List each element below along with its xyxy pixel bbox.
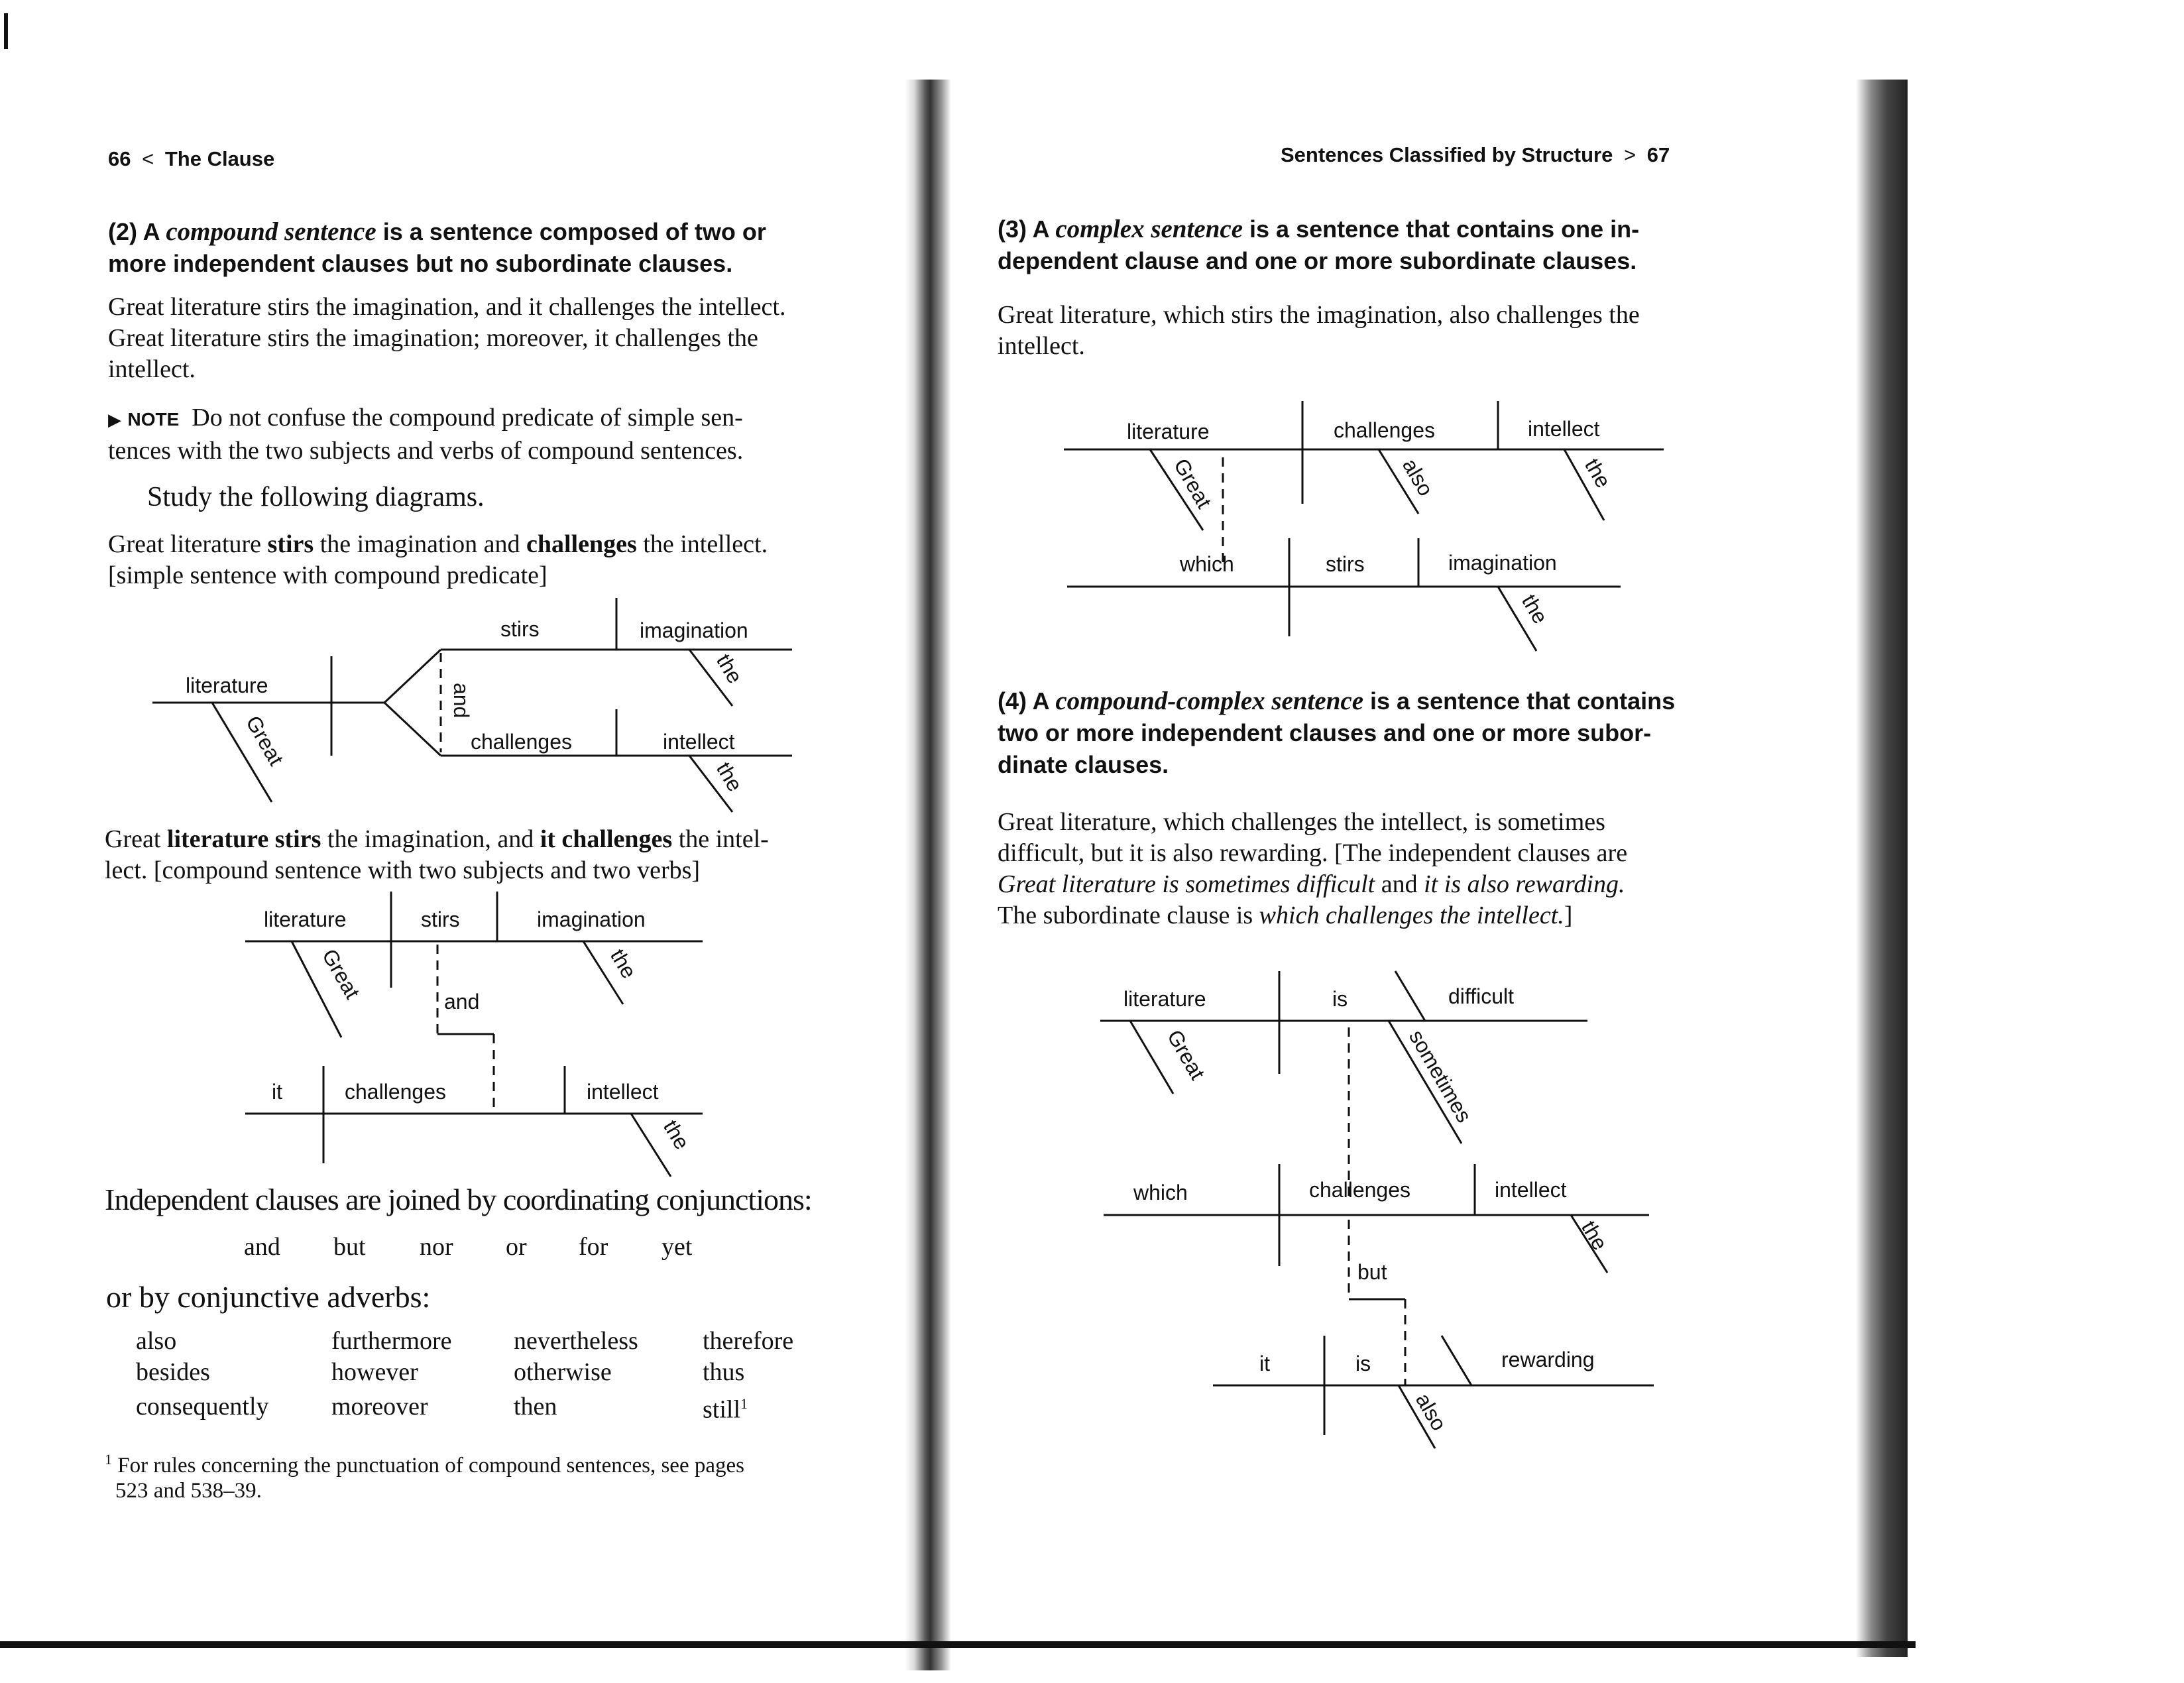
rule-complex-sentence: (3) A complex sentence is a sentence that contains one in- dependent clause and one or more subordinate clauses.: [998, 215, 1640, 274]
page-bottom-edge: [0, 1641, 1916, 1648]
note-block: ▶ NOTE Do not confuse the compound predicate of simple sen- tences with the two subjects and verbs of compound sentences.: [108, 404, 744, 465]
d2-conj: and: [444, 990, 480, 1014]
triangle-icon: ▶: [108, 410, 121, 430]
d2-subject2: it: [272, 1080, 282, 1104]
d3-subject: literature: [1127, 420, 1210, 443]
d2-obj2: intellect: [587, 1080, 659, 1104]
term-complex-sentence: complex sentence: [1055, 215, 1243, 243]
footnote-ref: 1: [740, 1395, 748, 1412]
table-row: besides however otherwise thus: [136, 1358, 745, 1386]
d4-subject2: it: [1259, 1352, 1270, 1375]
d2-verb1: stirs: [421, 907, 460, 931]
d3-sub-obj: imagination: [1448, 551, 1557, 575]
conjunctive-adverbs-heading: or by conjunctive adverbs:: [106, 1280, 431, 1314]
book-gutter: [905, 80, 951, 1670]
conj-but: but: [333, 1233, 366, 1261]
example-compound-1: Great literature stirs the imagination, and it challenges the intellect. Great literature stirs the imagination; moreover, it challenges the intellect.: [108, 293, 786, 383]
example-simple-compound-predicate: Great literature stirs the imagination and challenges the intellect. [simple sentence with compound predicate]: [108, 530, 768, 589]
d4-sub-verb: challenges: [1309, 1178, 1410, 1202]
diagram-compound-predicate: [133, 590, 809, 815]
d4-subject-mod: Great: [1162, 1025, 1210, 1084]
study-heading: Study the following diagrams.: [147, 482, 485, 512]
left-header-title: The Clause: [164, 147, 275, 170]
d4-sub-obj: intellect: [1495, 1178, 1567, 1202]
footnote: $^1$ For rules concerning the punctuation of compound sentences, see pages 523 and 538–39.: [105, 1451, 744, 1503]
d4-complement2: rewarding: [1501, 1348, 1595, 1371]
d2-verb2: challenges: [345, 1080, 446, 1104]
conj-for: for: [579, 1233, 608, 1261]
d1-obj1-mod: the: [711, 650, 748, 688]
d4-subject: literature: [1123, 987, 1206, 1011]
right-header-arrow: >: [1623, 143, 1637, 166]
d3-sub-verb: stirs: [1326, 552, 1365, 576]
rule-compound-sentence: (2) A compound sentence is a sentence composed of two or more independent clauses but no subordinate clauses.: [108, 217, 766, 277]
d1-obj2-mod: the: [711, 758, 748, 796]
scan-mark: [4, 13, 8, 49]
d2-obj2-mod: the: [658, 1116, 695, 1154]
right-page-header: [1281, 143, 1670, 167]
example-compound-complex: Great literature, which challenges the intellect, is sometimes difficult, but it is also rewarding. [The independent clauses are Great literature is sometimes difficult and it is also rewarding. The subordinate clause is which challenges the intellect.]: [998, 808, 1628, 929]
conj-and: and: [244, 1233, 280, 1261]
d1-subject: literature: [186, 673, 268, 697]
d4-conj: but: [1357, 1260, 1387, 1284]
d4-complement: difficult: [1448, 984, 1515, 1008]
d2-obj1-mod: the: [605, 945, 642, 983]
d1-verb2: challenges: [471, 730, 572, 754]
conj-nor: nor: [420, 1233, 453, 1261]
term-compound-complex-sentence: compound-complex sentence: [1055, 687, 1364, 715]
d4-sub-subject: which: [1133, 1181, 1188, 1204]
d4-verb-mod: sometimes: [1404, 1025, 1477, 1127]
d3-verb: challenges: [1334, 418, 1435, 442]
d1-obj2: intellect: [663, 730, 735, 754]
d3-subject-mod: Great: [1169, 454, 1217, 512]
term-compound-sentence: compound sentence: [166, 217, 376, 246]
d1-obj1: imagination: [640, 618, 748, 642]
d3-verb-mod: also: [1397, 454, 1438, 500]
d4-verb: is: [1332, 987, 1348, 1011]
conjunctive-adverbs-table: [136, 1326, 793, 1426]
conj-yet: yet: [661, 1233, 693, 1261]
left-header-arrow: <: [142, 147, 154, 170]
d2-obj1: imagination: [537, 907, 646, 931]
d4-verb2-mod: also: [1410, 1389, 1452, 1435]
d1-subject-mod: Great: [241, 711, 289, 770]
footnote-mark: 1: [105, 1451, 112, 1468]
left-page-header: [108, 147, 274, 171]
conj-or: or: [506, 1233, 527, 1261]
d1-conj: and: [449, 683, 473, 719]
page-edge: [1856, 80, 1908, 1657]
example-complex: Great literature, which stirs the imagination, also challenges the intellect.: [998, 301, 1640, 360]
example-compound-two-subjects: Great literature stirs the imagination, and it challenges the intel- lect. [compound sentence with two subjects and two verbs]: [105, 825, 769, 884]
d2-subject1-mod: Great: [317, 945, 365, 1003]
right-page-number: 67: [1646, 143, 1670, 166]
d4-sub-obj-mod: the: [1576, 1216, 1613, 1255]
d4-verb2: is: [1355, 1352, 1371, 1375]
diagram-compound-sentence: [225, 888, 716, 1180]
left-page-number: 66: [108, 147, 131, 170]
coordinating-conjunctions-list: [244, 1232, 692, 1263]
d3-sub-subject: which: [1180, 552, 1234, 576]
d2-subject1: literature: [264, 907, 347, 931]
rule-compound-complex-sentence: (4) A compound-complex sentence is a sentence that contains two or more independent clauses and one or more subor- dinate clauses.: [998, 687, 1676, 778]
diagram-complex-sentence: [1061, 398, 1670, 663]
d1-verb1: stirs: [500, 617, 540, 641]
d3-obj-mod: the: [1580, 454, 1616, 493]
note-label: NOTE: [127, 409, 180, 430]
right-header-title: Sentences Classified by Structure: [1281, 143, 1613, 166]
conjunctions-heading: Independent clauses are joined by coordinating conjunctions:: [105, 1183, 812, 1216]
table-row: also furthermore nevertheless therefore: [136, 1327, 794, 1355]
table-row: consequently moreover then still$^1$: [136, 1392, 748, 1424]
d3-sub-obj-mod: the: [1517, 590, 1553, 628]
diagram-compound-complex-sentence: [1087, 961, 1670, 1485]
d3-obj: intellect: [1528, 417, 1600, 441]
